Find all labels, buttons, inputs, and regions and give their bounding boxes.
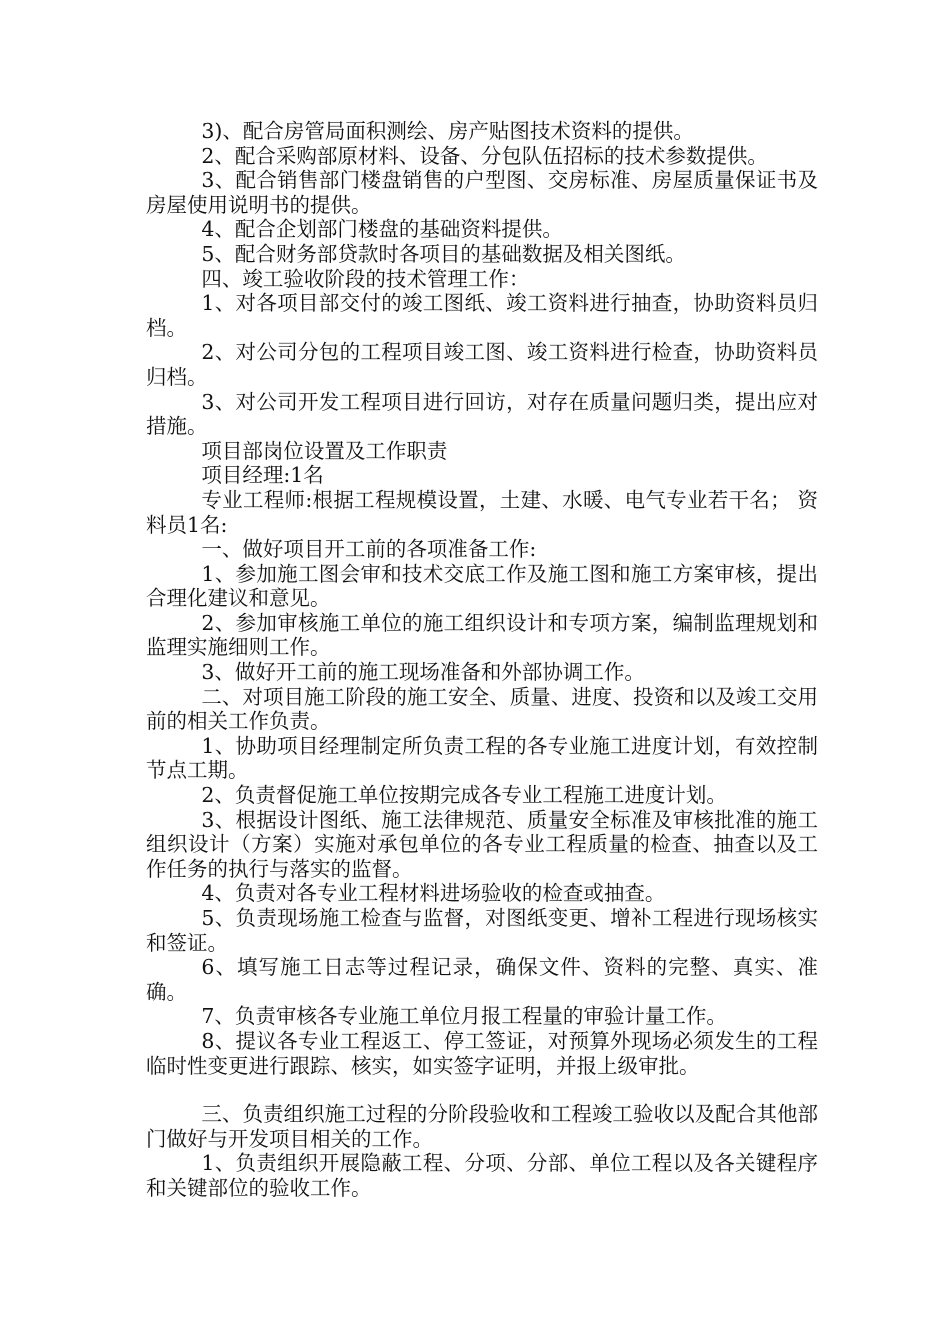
paragraph: 3)、配合房管局面积测绘、房产贴图技术资料的提供。 bbox=[201, 119, 694, 143]
section-heading: 一、做好项目开工前的各项准备工作: bbox=[201, 537, 537, 562]
paragraph: 1、负责组织开展隐蔽工程、分项、分部、单位工程以及各关键程序和关键部位的验收工作。 bbox=[146, 1151, 818, 1200]
paragraph: 5、负责现场施工检查与监督，对图纸变更、增补工程进行现场核实和签证。 bbox=[146, 906, 818, 955]
paragraph: 8、提议各专业工程返工、停工签证，对预算外现场必须发生的工程临时性变更进行跟踪、核实，如实签字证明，并报上级审批。 bbox=[146, 1028, 818, 1078]
paragraph: 6、填写施工日志等过程记录，确保文件、资料的完整、真实、准确。 bbox=[146, 955, 818, 1004]
paragraph: 3、配合销售部门楼盘销售的户型图、交房标准、房屋质量保证书及房屋使用说明书的提供。 bbox=[146, 168, 818, 217]
paragraph: 项目经理:1名 bbox=[201, 463, 324, 488]
paragraph: 5、配合财务部贷款时各项目的基础数据及相关图纸。 bbox=[201, 241, 686, 266]
paragraph: 4、负责对各专业工程材料进场验收的检查或抽查。 bbox=[201, 881, 666, 906]
paragraph: 3、对公司开发工程项目进行回访，对存在质量问题归类，提出应对措施。 bbox=[146, 389, 818, 439]
section-heading: 二、对项目施工阶段的施工安全、质量、进度、投资和以及竣工交用前的相关工作负责。 bbox=[146, 684, 818, 734]
paragraph: 2、参加审核施工单位的施工组织设计和专项方案，编制监理规划和监理实施细则工作。 bbox=[146, 610, 818, 660]
paragraph: 3、做好开工前的施工现场准备和外部协调工作。 bbox=[201, 660, 645, 685]
paragraph: 1、参加施工图会审和技术交底工作及施工图和施工方案审核，提出合理化建议和意见。 bbox=[146, 561, 818, 611]
paragraph: 4、配合企划部门楼盘的基础资料提供。 bbox=[201, 217, 563, 242]
document-body bbox=[146, 119, 818, 1201]
paragraph: 1、对各项目部交付的竣工图纸、竣工资料进行抽查，协助资料员归档。 bbox=[146, 291, 818, 340]
paragraph: 2、负责督促施工单位按期完成各专业工程施工进度计划。 bbox=[201, 783, 727, 808]
section-heading: 四、竣工验收阶段的技术管理工作： bbox=[201, 266, 530, 291]
paragraph-gap bbox=[146, 1078, 818, 1102]
section-heading: 项目部岗位设置及工作职责 bbox=[201, 438, 448, 463]
paragraph: 2、配合采购部原材料、设备、分包队伍招标的技术参数提供。 bbox=[201, 143, 768, 168]
paragraph: 专业工程师:根据工程规模设置，土建、水暖、电气专业若干名； 资料员1名: bbox=[146, 487, 818, 537]
paragraph: 2、对公司分包的工程项目竣工图、竣工资料进行检查，协助资料员归档。 bbox=[146, 340, 818, 389]
paragraph: 1、协助项目经理制定所负责工程的各专业施工进度计划，有效控制节点工期。 bbox=[146, 733, 818, 783]
paragraph: 7、负责审核各专业施工单位月报工程量的审验计量工作。 bbox=[201, 1004, 727, 1029]
paragraph: 3、根据设计图纸、施工法律规范、质量安全标准及审核批准的施工组织设计（方案）实施对承包单位的各专业工程质量的检查、抽查以及工作任务的执行与落实的监督。 bbox=[146, 807, 818, 881]
section-heading: 三、负责组织施工过程的分阶段验收和工程竣工验收以及配合其他部门做好与开发项目相关的工作。 bbox=[146, 1102, 818, 1151]
